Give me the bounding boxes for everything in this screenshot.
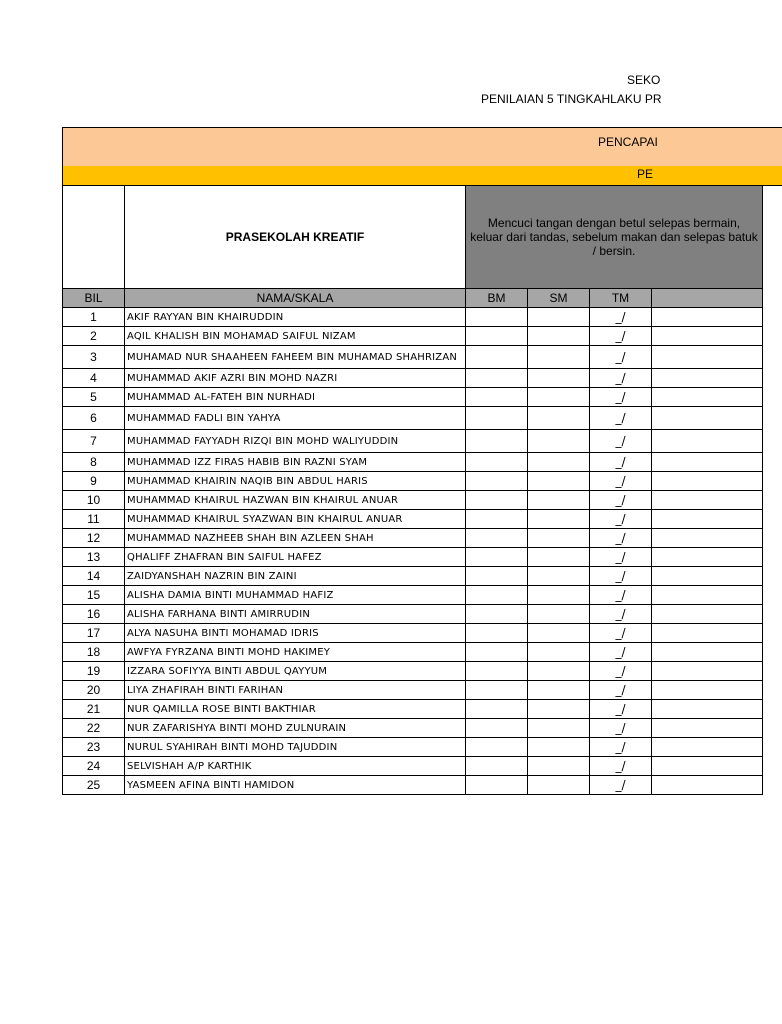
- cell-sm: [528, 567, 590, 586]
- row-number: 10: [63, 491, 125, 510]
- cell-sm: [528, 757, 590, 776]
- cell-bm: [466, 624, 528, 643]
- student-name: ALYA NASUHA BINTI MOHAMAD IDRIS: [125, 624, 466, 643]
- cell-tm: _/: [590, 605, 652, 624]
- cell-bm: [466, 776, 528, 795]
- table-row: [63, 681, 763, 700]
- row-number: 17: [63, 624, 125, 643]
- cell-extra: [652, 308, 763, 327]
- cell-tm: _/: [590, 388, 652, 407]
- cell-extra: [652, 776, 763, 795]
- cell-bm: [466, 453, 528, 472]
- cell-extra: [652, 719, 763, 738]
- column-header-row: [63, 289, 763, 308]
- student-name: MUHAMMAD FAYYADH RIZQI BIN MOHD WALIYUDDIN: [125, 430, 466, 453]
- table-row: [63, 605, 763, 624]
- table-row: [63, 369, 763, 388]
- table-row: [63, 388, 763, 407]
- cell-bm: [466, 738, 528, 757]
- row-number: 25: [63, 776, 125, 795]
- cell-sm: [528, 681, 590, 700]
- student-name: NUR QAMILLA ROSE BINTI BAKTHIAR: [125, 700, 466, 719]
- cell-sm: [528, 662, 590, 681]
- cell-extra: [652, 757, 763, 776]
- cell-tm: _/: [590, 369, 652, 388]
- cell-bm: [466, 369, 528, 388]
- cell-bm: [466, 548, 528, 567]
- row-number: 9: [63, 472, 125, 491]
- table-row: [63, 407, 763, 430]
- cell-bm: [466, 529, 528, 548]
- cell-sm: [528, 586, 590, 605]
- table-row: [63, 327, 763, 346]
- student-name: MUHAMMAD FADLI BIN YAHYA: [125, 407, 466, 430]
- cell-sm: [528, 308, 590, 327]
- assessment-table: [62, 185, 763, 795]
- title-bil-cell: [63, 186, 125, 289]
- table-row: [63, 491, 763, 510]
- achievement-band-label: PENCAPAI: [598, 135, 658, 149]
- cell-sm: [528, 388, 590, 407]
- cell-sm: [528, 453, 590, 472]
- row-number: 15: [63, 586, 125, 605]
- student-name: MUHAMMAD KHAIRIN NAQIB BIN ABDUL HARIS: [125, 472, 466, 491]
- cell-bm: [466, 567, 528, 586]
- cell-sm: [528, 369, 590, 388]
- student-name: MUHAMMAD NAZHEEB SHAH BIN AZLEEN SHAH: [125, 529, 466, 548]
- cell-tm: _/: [590, 662, 652, 681]
- cell-bm: [466, 491, 528, 510]
- cell-sm: [528, 346, 590, 369]
- table-row: [63, 776, 763, 795]
- cell-bm: [466, 757, 528, 776]
- cell-sm: [528, 643, 590, 662]
- table-row: [63, 643, 763, 662]
- cell-tm: _/: [590, 776, 652, 795]
- row-number: 21: [63, 700, 125, 719]
- cell-sm: [528, 719, 590, 738]
- column-header-bil: BIL: [63, 289, 125, 308]
- cell-sm: [528, 430, 590, 453]
- cell-sm: [528, 700, 590, 719]
- cell-bm: [466, 327, 528, 346]
- cell-bm: [466, 346, 528, 369]
- cell-sm: [528, 327, 590, 346]
- student-name: ALISHA FARHANA BINTI AMIRRUDIN: [125, 605, 466, 624]
- cell-extra: [652, 407, 763, 430]
- row-number: 1: [63, 308, 125, 327]
- cell-extra: [652, 510, 763, 529]
- cell-extra: [652, 605, 763, 624]
- cell-bm: [466, 605, 528, 624]
- cell-tm: _/: [590, 738, 652, 757]
- table-row: [63, 453, 763, 472]
- cell-extra: [652, 567, 763, 586]
- cell-bm: [466, 308, 528, 327]
- cell-tm: _/: [590, 643, 652, 662]
- cell-sm: [528, 529, 590, 548]
- cell-sm: [528, 491, 590, 510]
- cell-bm: [466, 700, 528, 719]
- student-name: MUHAMMAD IZZ FIRAS HABIB BIN RAZNI SYAM: [125, 453, 466, 472]
- cell-tm: _/: [590, 327, 652, 346]
- table-row: [63, 757, 763, 776]
- row-number: 6: [63, 407, 125, 430]
- student-name: SELVISHAH A/P KARTHIK: [125, 757, 466, 776]
- category-band: [62, 166, 782, 186]
- cell-tm: _/: [590, 308, 652, 327]
- cell-tm: _/: [590, 700, 652, 719]
- cell-sm: [528, 407, 590, 430]
- cell-tm: _/: [590, 491, 652, 510]
- cell-extra: [652, 738, 763, 757]
- student-name: LIYA ZHAFIRAH BINTI FARIHAN: [125, 681, 466, 700]
- cell-tm: _/: [590, 529, 652, 548]
- row-number: 3: [63, 346, 125, 369]
- class-name: PRASEKOLAH KREATIF: [125, 186, 466, 289]
- cell-tm: _/: [590, 472, 652, 491]
- cell-tm: _/: [590, 548, 652, 567]
- column-header-tm: TM: [590, 289, 652, 308]
- cell-sm: [528, 776, 590, 795]
- cell-extra: [652, 430, 763, 453]
- cell-extra: [652, 453, 763, 472]
- cell-sm: [528, 548, 590, 567]
- student-name: QHALIFF ZHAFRAN BIN SAIFUL HAFEZ: [125, 548, 466, 567]
- student-name: MUHAMMAD KHAIRUL HAZWAN BIN KHAIRUL ANUAR: [125, 491, 466, 510]
- cell-tm: _/: [590, 719, 652, 738]
- column-header-sm: SM: [528, 289, 590, 308]
- cell-extra: [652, 548, 763, 567]
- table-row: [63, 308, 763, 327]
- cell-extra: [652, 700, 763, 719]
- table-row: [63, 662, 763, 681]
- cell-bm: [466, 586, 528, 605]
- column-header-name: NAMA/SKALA: [125, 289, 466, 308]
- cell-sm: [528, 738, 590, 757]
- cell-bm: [466, 510, 528, 529]
- row-number: 7: [63, 430, 125, 453]
- cell-extra: [652, 529, 763, 548]
- column-header-bm: BM: [466, 289, 528, 308]
- cell-tm: _/: [590, 586, 652, 605]
- cell-extra: [652, 346, 763, 369]
- cell-extra: [652, 681, 763, 700]
- cell-sm: [528, 624, 590, 643]
- assessment-title: PENILAIAN 5 TINGKAHLAKU PR: [481, 92, 662, 106]
- cell-sm: [528, 605, 590, 624]
- criterion-text: Mencuci tangan dengan betul selepas bermain, keluar dari tandas, sebelum makan dan selepas batuk / bersin.: [466, 186, 763, 289]
- row-number: 13: [63, 548, 125, 567]
- table-row: [63, 738, 763, 757]
- table-row: [63, 700, 763, 719]
- cell-bm: [466, 472, 528, 491]
- student-name: MUHAMMAD AL-FATEH BIN NURHADI: [125, 388, 466, 407]
- cell-tm: _/: [590, 681, 652, 700]
- cell-tm: _/: [590, 510, 652, 529]
- cell-extra: [652, 327, 763, 346]
- student-name: AQIL KHALISH BIN MOHAMAD SAIFUL NIZAM: [125, 327, 466, 346]
- cell-extra: [652, 472, 763, 491]
- table-row: [63, 586, 763, 605]
- student-name: ALISHA DAMIA BINTI MUHAMMAD HAFIZ: [125, 586, 466, 605]
- cell-bm: [466, 430, 528, 453]
- student-name: ZAIDYANSHAH NAZRIN BIN ZAINI: [125, 567, 466, 586]
- row-number: 19: [63, 662, 125, 681]
- cell-bm: [466, 719, 528, 738]
- student-name: AKIF RAYYAN BIN KHAIRUDDIN: [125, 308, 466, 327]
- row-number: 12: [63, 529, 125, 548]
- cell-sm: [528, 510, 590, 529]
- table-row: [63, 529, 763, 548]
- cell-bm: [466, 662, 528, 681]
- cell-tm: _/: [590, 624, 652, 643]
- student-name: IZZARA SOFIYYA BINTI ABDUL QAYYUM: [125, 662, 466, 681]
- cell-tm: _/: [590, 453, 652, 472]
- cell-tm: _/: [590, 567, 652, 586]
- table-row: [63, 548, 763, 567]
- column-header-extra: [652, 289, 763, 308]
- cell-extra: [652, 491, 763, 510]
- cell-tm: _/: [590, 346, 652, 369]
- student-name: MUHAMMAD AKIF AZRI BIN MOHD NAZRI: [125, 369, 466, 388]
- cell-tm: _/: [590, 757, 652, 776]
- row-number: 23: [63, 738, 125, 757]
- row-number: 8: [63, 453, 125, 472]
- table-row: [63, 624, 763, 643]
- student-name: AWFYA FYRZANA BINTI MOHD HAKIMEY: [125, 643, 466, 662]
- student-name: NUR ZAFARISHYA BINTI MOHD ZULNURAIN: [125, 719, 466, 738]
- table-row: [63, 567, 763, 586]
- assessment-table-wrapper: [62, 185, 758, 805]
- row-number: 14: [63, 567, 125, 586]
- cell-bm: [466, 407, 528, 430]
- cell-tm: _/: [590, 407, 652, 430]
- cell-bm: [466, 643, 528, 662]
- table-row: [63, 510, 763, 529]
- table-row: [63, 472, 763, 491]
- student-name: MUHAMMAD KHAIRUL SYAZWAN BIN KHAIRUL ANUAR: [125, 510, 466, 529]
- student-name: NURUL SYAHIRAH BINTI MOHD TAJUDDIN: [125, 738, 466, 757]
- row-number: 11: [63, 510, 125, 529]
- cell-extra: [652, 643, 763, 662]
- cell-tm: _/: [590, 430, 652, 453]
- achievement-band: [62, 127, 782, 167]
- student-name: MUHAMAD NUR SHAAHEEN FAHEEM BIN MUHAMAD SHAHRIZAN: [125, 346, 466, 369]
- cell-extra: [652, 662, 763, 681]
- row-number: 22: [63, 719, 125, 738]
- row-number: 5: [63, 388, 125, 407]
- cell-extra: [652, 369, 763, 388]
- school-title: SEKO: [627, 73, 661, 87]
- cell-extra: [652, 586, 763, 605]
- row-number: 18: [63, 643, 125, 662]
- table-row: [63, 430, 763, 453]
- cell-sm: [528, 472, 590, 491]
- cell-extra: [652, 624, 763, 643]
- cell-bm: [466, 388, 528, 407]
- row-number: 20: [63, 681, 125, 700]
- category-band-label: PE: [637, 167, 654, 181]
- row-number: 4: [63, 369, 125, 388]
- cell-bm: [466, 681, 528, 700]
- row-number: 16: [63, 605, 125, 624]
- table-row: [63, 719, 763, 738]
- student-name: YASMEEN AFINA BINTI HAMIDON: [125, 776, 466, 795]
- table-row: [63, 346, 763, 369]
- row-number: 2: [63, 327, 125, 346]
- cell-extra: [652, 388, 763, 407]
- title-row: [63, 186, 763, 289]
- row-number: 24: [63, 757, 125, 776]
